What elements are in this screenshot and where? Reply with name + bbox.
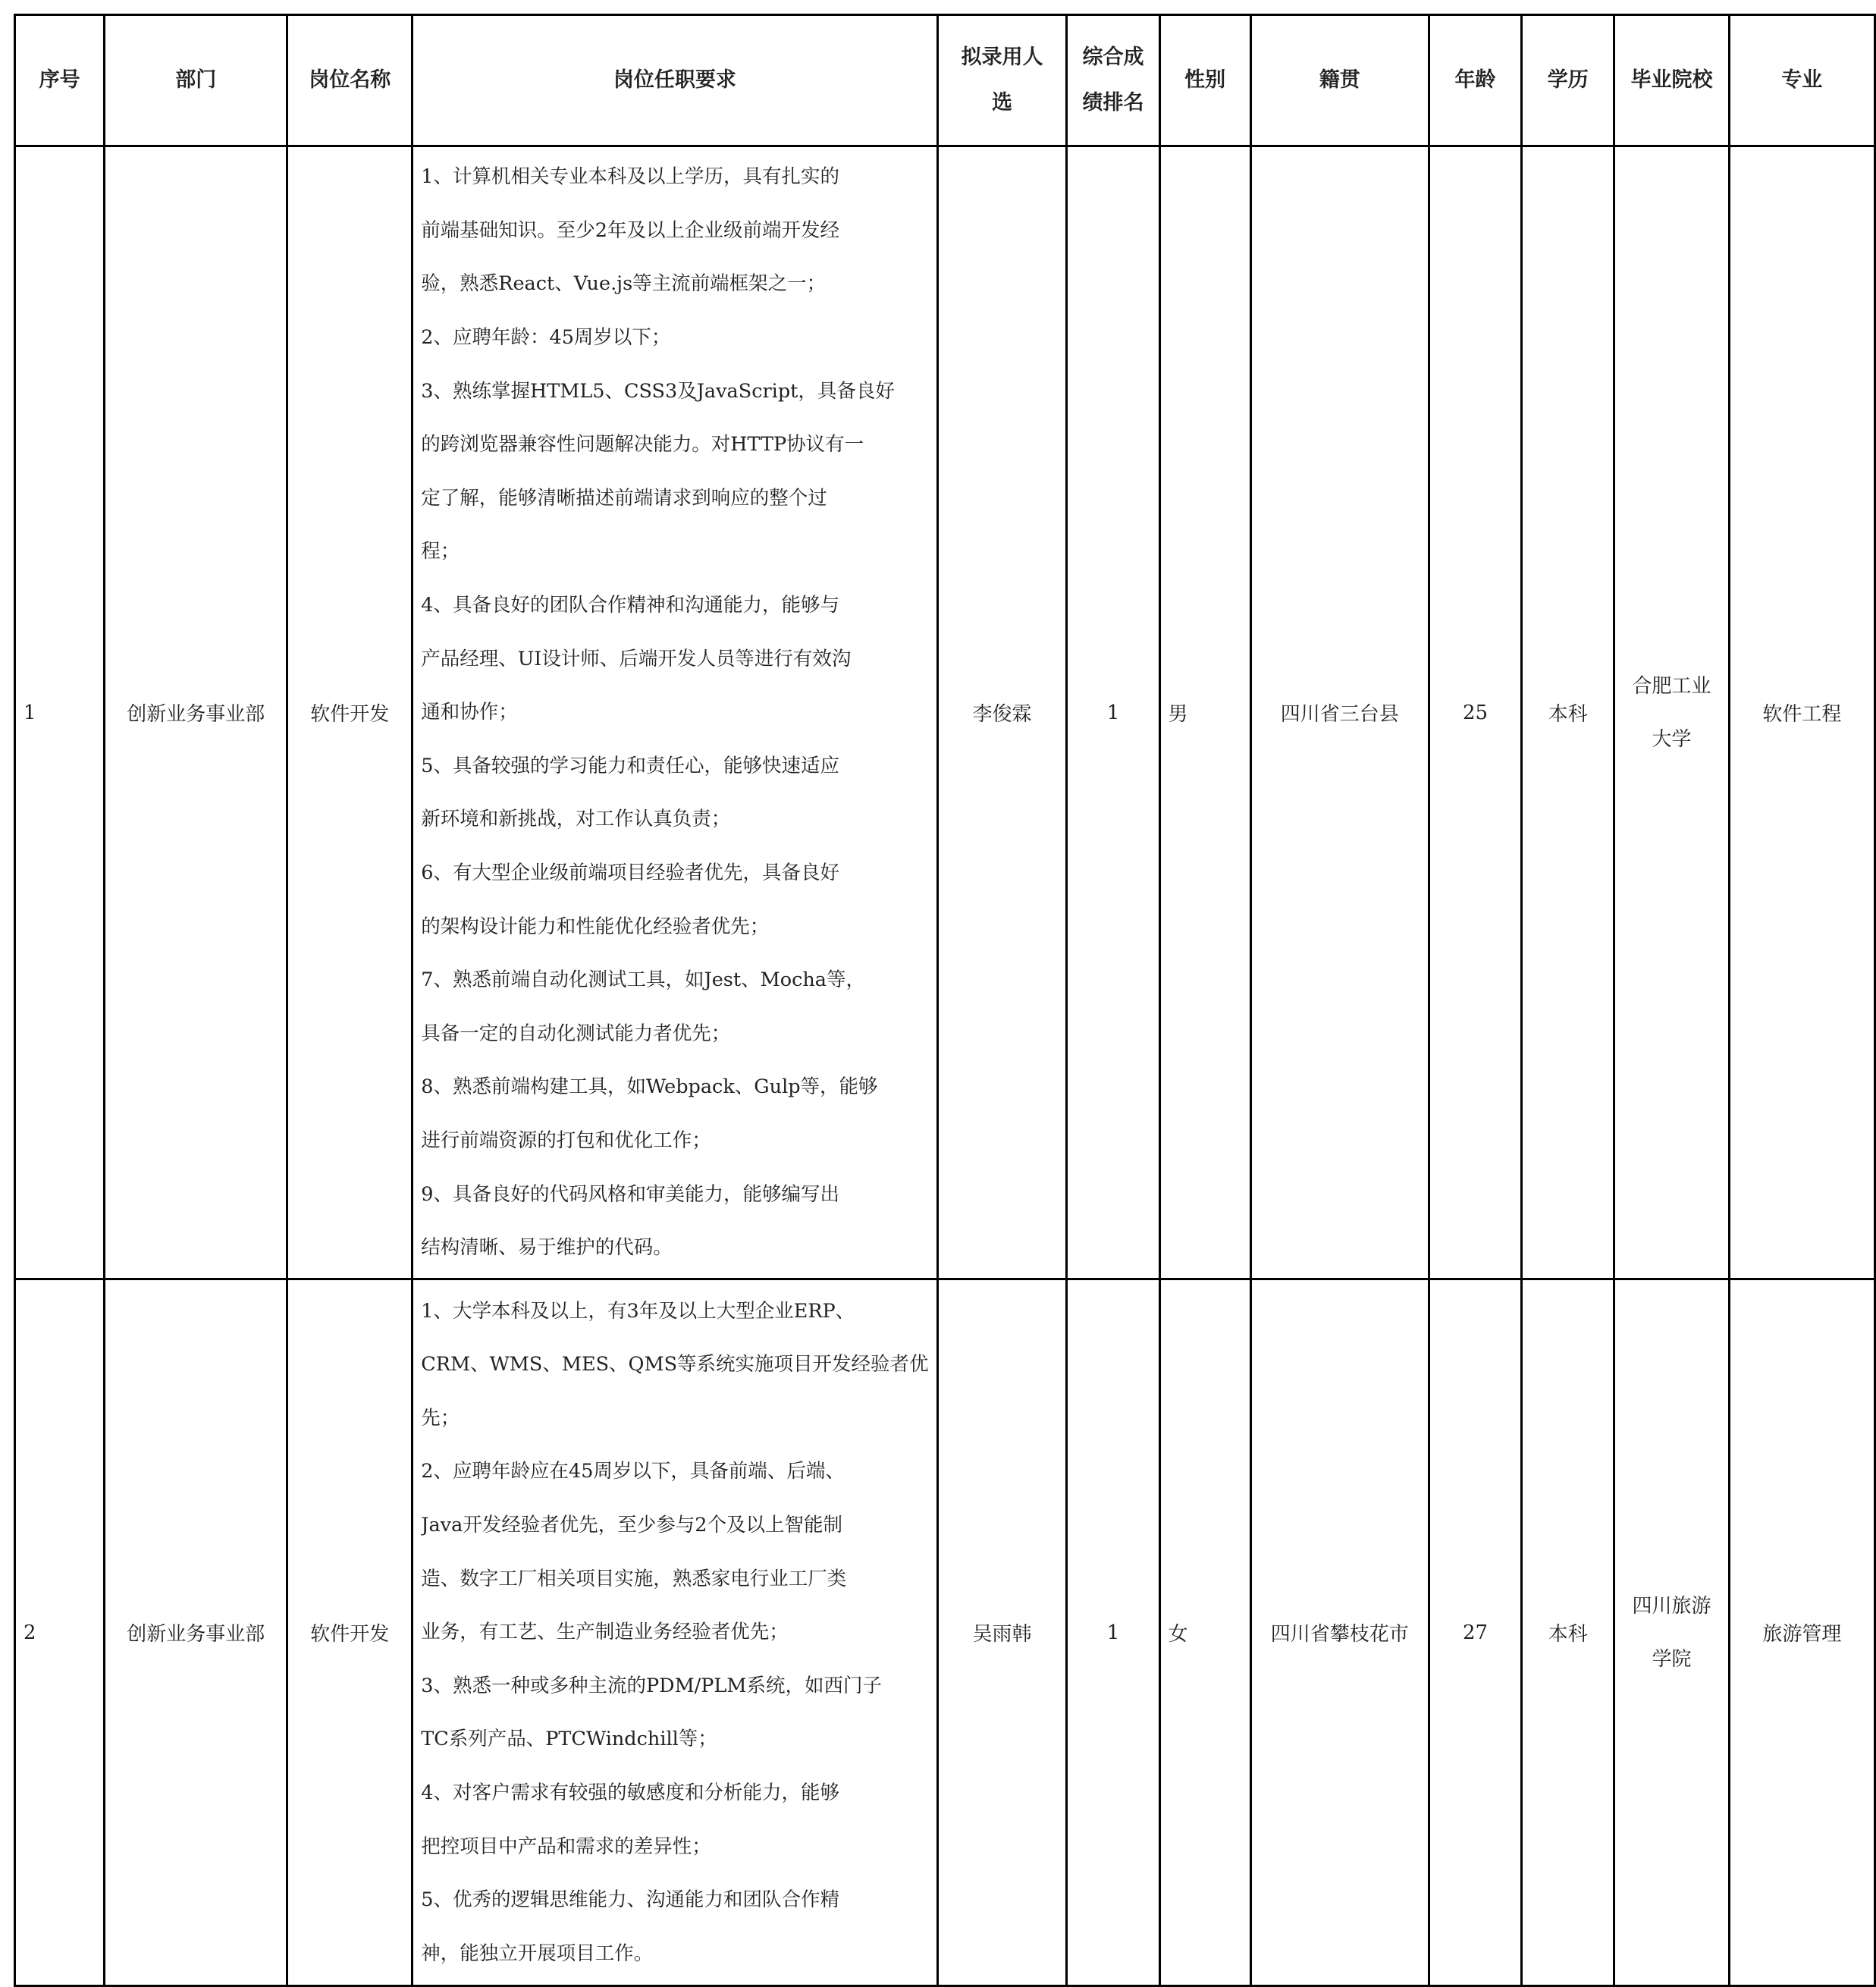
requirement-line: 4、具备良好的团队合作精神和沟通能力，能够与 <box>421 594 839 617</box>
requirement-line: 程； <box>421 540 460 563</box>
cell-dept: 创新业务事业部 <box>105 146 287 1279</box>
header-rank-line: 综合成 <box>1082 46 1144 69</box>
cell-school <box>1614 146 1729 1279</box>
header-rank-line: 绩排名 <box>1082 91 1144 115</box>
header-no: 序号 <box>15 15 105 146</box>
header-candidate-line: 选 <box>991 91 1012 115</box>
cell-school <box>1614 1279 1729 1986</box>
requirement-line: 7、熟悉前端自动化测试工具，如Jest、Mocha等， <box>421 968 865 992</box>
requirement-line: 8、熟悉前端构建工具，如Webpack、Gulp等，能够 <box>421 1075 878 1099</box>
requirement-line: 5、具备较强的学习能力和责任心，能够快速适应 <box>421 754 839 777</box>
header-row <box>15 15 1875 146</box>
requirement-line: 9、具备良好的代码风格和审美能力，能够编写出 <box>421 1182 839 1206</box>
requirement-line: 2、应聘年龄应在45周岁以下，具备前端、后端、 <box>421 1460 845 1483</box>
cell-rank: 1 <box>1067 146 1159 1279</box>
requirement-line: 4、对客户需求有较强的敏感度和分析能力，能够 <box>421 1781 839 1804</box>
requirement-line: CRM、WMS、MES、QMS等系统实施项目开发经验者优 <box>421 1353 929 1376</box>
cell-no: 2 <box>15 1279 105 1986</box>
requirement-line: 3、熟练掌握HTML5、CSS3及JavaScript，具备良好 <box>421 379 895 403</box>
header-dept: 部门 <box>105 15 287 146</box>
requirement-line: 验，熟悉React、Vue.js等主流前端框架之一； <box>421 272 827 296</box>
cell-dept: 创新业务事业部 <box>105 1279 287 1986</box>
requirement-line: 结构清晰、易于维护的代码。 <box>421 1236 673 1260</box>
header-education: 学历 <box>1522 15 1614 146</box>
header-position: 岗位名称 <box>287 15 413 146</box>
requirement-line: 进行前端资源的打包和优化工作； <box>421 1128 711 1152</box>
cell-education: 本科 <box>1522 146 1614 1279</box>
school-line: 大学 <box>1652 727 1692 751</box>
header-candidate-line: 拟录用人 <box>961 46 1043 69</box>
requirement-line: Java开发经验者优先，至少参与2个及以上智能制 <box>421 1514 843 1537</box>
header-rank <box>1067 15 1159 146</box>
cell-age: 25 <box>1429 146 1521 1279</box>
requirement-line: 前端基础知识。至少2年及以上企业级前端开发经 <box>421 218 839 242</box>
table-row <box>15 1279 1875 1986</box>
header-gender: 性别 <box>1159 15 1250 146</box>
requirement-line: 通和协作； <box>421 701 518 724</box>
cell-position: 软件开发 <box>287 1279 413 1986</box>
cell-major: 软件工程 <box>1729 146 1874 1279</box>
requirement-line: 的跨浏览器兼容性问题解决能力。对HTTP协议有一 <box>421 433 864 457</box>
school-line: 学院 <box>1652 1647 1692 1671</box>
requirement-line: 1、大学本科及以上，有3年及以上大型企业ERP、 <box>421 1299 855 1323</box>
cell-requirements <box>413 146 937 1279</box>
recruitment-table <box>14 14 1876 1987</box>
header-school: 毕业院校 <box>1614 15 1729 146</box>
cell-age: 27 <box>1429 1279 1521 1986</box>
header-hometown: 籍贯 <box>1250 15 1429 146</box>
school-line: 四川旅游 <box>1632 1594 1711 1618</box>
requirement-line: 5、优秀的逻辑思维能力、沟通能力和团队合作精 <box>421 1888 839 1912</box>
requirement-line: 6、有大型企业级前端项目经验者优先，具备良好 <box>421 861 839 884</box>
requirement-line: TC系列产品、PTCWindchill等； <box>421 1728 717 1751</box>
header-requirements: 岗位任职要求 <box>413 15 937 146</box>
cell-gender: 女 <box>1159 1279 1250 1986</box>
requirement-line: 具备一定的自动化测试能力者优先； <box>421 1022 731 1045</box>
cell-major: 旅游管理 <box>1729 1279 1874 1986</box>
cell-hometown: 四川省攀枝花市 <box>1250 1279 1429 1986</box>
header-major: 专业 <box>1729 15 1874 146</box>
table-row <box>15 146 1875 1279</box>
cell-candidate: 吴雨韩 <box>937 1279 1067 1986</box>
cell-requirements <box>413 1279 937 1986</box>
cell-candidate: 李俊霖 <box>937 146 1067 1279</box>
school-line: 合肥工业 <box>1632 674 1711 698</box>
cell-gender: 男 <box>1159 146 1250 1279</box>
requirement-line: 神，能独立开展项目工作。 <box>421 1941 654 1965</box>
header-age: 年龄 <box>1429 15 1521 146</box>
requirement-line: 2、应聘年龄：45周岁以下； <box>421 326 671 350</box>
cell-hometown: 四川省三台县 <box>1250 146 1429 1279</box>
requirement-line: 的架构设计能力和性能优化经验者优先； <box>421 915 770 938</box>
requirement-line: 新环境和新挑战，对工作认真负责； <box>421 808 731 831</box>
cell-no: 1 <box>15 146 105 1279</box>
requirement-line: 业务，有工艺、生产制造业务经验者优先； <box>421 1621 789 1644</box>
cell-rank: 1 <box>1067 1279 1159 1986</box>
requirement-line: 3、熟悉一种或多种主流的PDM/PLM系统，如西门子 <box>421 1674 882 1697</box>
requirement-line: 把控项目中产品和需求的差异性； <box>421 1835 711 1858</box>
header-candidate <box>937 15 1067 146</box>
cell-education: 本科 <box>1522 1279 1614 1986</box>
cell-position: 软件开发 <box>287 146 413 1279</box>
requirement-line: 造、数字工厂相关项目实施，熟悉家电行业工厂类 <box>421 1567 847 1590</box>
requirement-line: 先； <box>421 1406 460 1430</box>
requirement-line: 产品经理、UI设计师、后端开发人员等进行有效沟 <box>421 647 852 670</box>
requirement-line: 定了解，能够清晰描述前端请求到响应的整个过 <box>421 486 827 510</box>
requirement-line: 1、计算机相关专业本科及以上学历，具有扎实的 <box>421 165 839 189</box>
